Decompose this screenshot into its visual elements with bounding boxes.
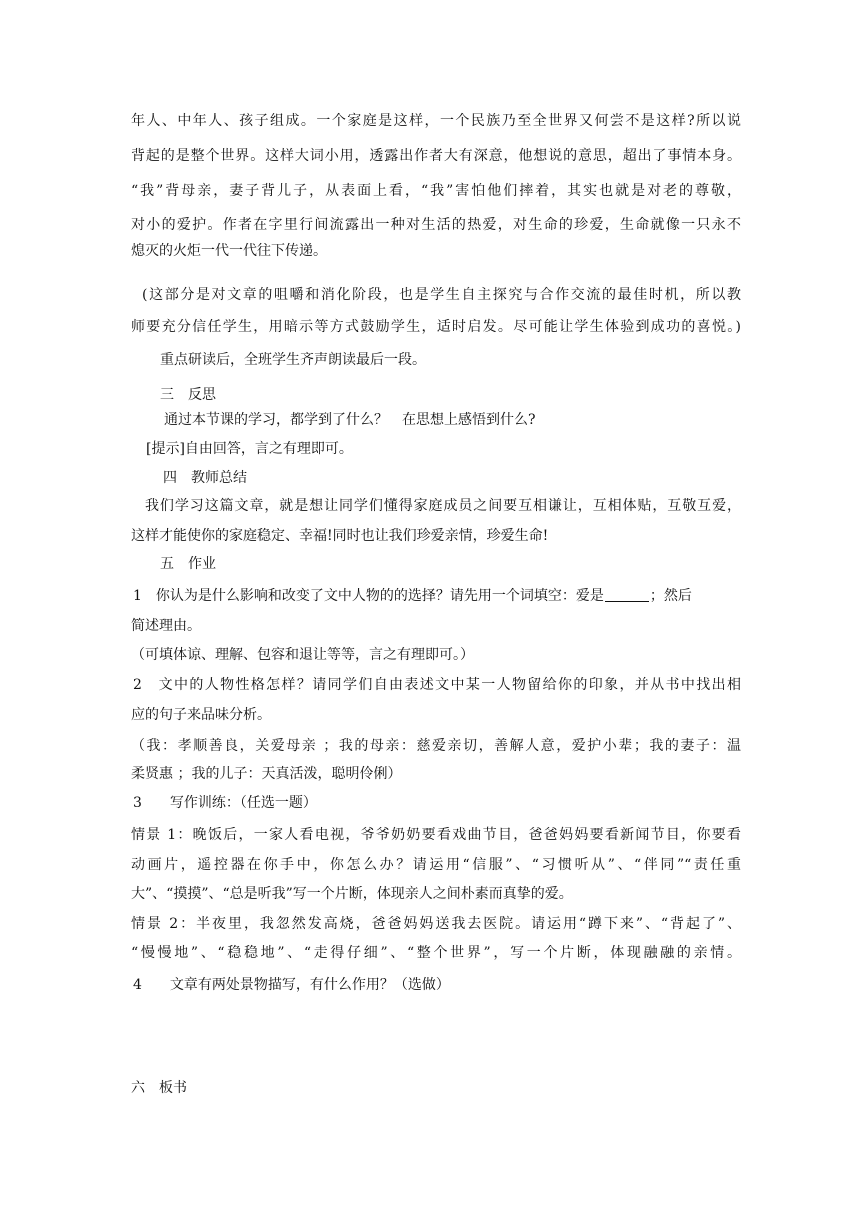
homework-q3: 3 写作训练：（任选一题） — [133, 795, 317, 811]
paragraph-line: 熄灭的火炬一代一代往下传递。 — [131, 243, 327, 259]
q1-text: 1 你认为是什么影响和改变了文中人物的的选择？请先用一个词填空：爱是 — [133, 588, 604, 604]
paragraph-line: 年人、中年人、孩子组成。一个家庭是这样，一个民族乃至全世界又何尝不是这样?所以说 — [131, 113, 741, 129]
homework-q2-answer: 柔贤惠 ；我的儿子：天真活泼，聪明伶俐） — [131, 766, 402, 782]
section-heading-reflection: 三 反思 — [160, 387, 216, 403]
summary-line: 我们学习这篇文章，就是想让同学们懂得家庭成员之间要互相谦让，互相体贴，互敬互爱， — [145, 498, 741, 514]
summary-line: 这样才能使你的家庭稳定、幸福!同时也让我们珍爱亲情，珍爱生命! — [131, 528, 549, 544]
scene1-line: 情景 1：晚饭后，一家人看电视，爷爷奶奶要看戏曲节目，爸爸妈妈要看新闻节目，你要看 — [131, 827, 741, 843]
homework-q1-line2: 简述理由。 — [131, 618, 201, 634]
homework-q2: 2 文中的人物性格怎样？请同学们自由表述文中某一人物留给你的印象，并从书中找出相 — [133, 677, 741, 693]
scene2-line: “慢慢地”、“稳稳地”、“走得仔细”、“整个世界”，写一个片断，体现融融的亲情。 — [131, 945, 741, 961]
homework-q2: 应的句子来品味分析。 — [131, 707, 271, 723]
reflection-hint: [提示]自由回答，言之有理即可。 — [146, 441, 353, 457]
paragraph-line: 重点研读后，全班学生齐声朗读最后一段。 — [160, 352, 426, 368]
scene1-line: 动画片，遥控器在你手中，你怎么办？请运用“信服”、“习惯听从”、“伴同”“责任重 — [131, 857, 741, 873]
homework-q4: 4 文章有两处景物描写，有什么作用？（选做） — [133, 977, 450, 993]
fill-blank — [605, 587, 649, 602]
homework-q1 — [133, 587, 743, 605]
reflection-question: 通过本节课的学习，都学到了什么？ 在思想上感悟到什么? — [164, 412, 536, 428]
paragraph-line: 对小的爱护。作者在字里行间流露出一种对生活的热爱，对生命的珍爱，生命就像一只永不 — [131, 217, 741, 233]
q1-text-after: ；然后 — [649, 588, 692, 604]
note-line: 师要充分信任学生，用暗示等方式鼓励学生，适时启发。尽可能让学生体验到成功的喜悦。) — [131, 319, 741, 335]
section-heading-board: 六 板书 — [131, 1080, 187, 1096]
paragraph-line: “我”背母亲，妻子背儿子，从表面上看，“我”害怕他们摔着，其实也就是对老的尊敬， — [131, 183, 741, 199]
scene1-line: 大”、“摸摸”、“总是听我”写一个片断，体现亲人之间朴素而真挚的爱。 — [131, 886, 573, 902]
section-heading-homework: 五 作业 — [160, 556, 216, 572]
scene2-line: 情景 2：半夜里，我忽然发高烧，爸爸妈妈送我去医院。请运用“蹲下来”、“背起了”、 — [131, 916, 741, 932]
paragraph-line: 背起的是整个世界。这样大词小用，透露出作者大有深意，他想说的意思，超出了事情本身。 — [131, 148, 741, 164]
homework-q1-answer: （可填体谅、理解、包容和退让等等，言之有理即可。） — [131, 647, 474, 663]
homework-q2-answer: （我：孝顺善良，关爱母亲 ；我的母亲：慈爱亲切，善解人意，爱护小辈；我的妻子：温 — [131, 738, 741, 754]
section-heading-summary: 四 教师总结 — [163, 470, 247, 486]
note-line: (这部分是对文章的咀嚼和消化阶段，也是学生自主探究与合作交流的最佳时机，所以教 — [142, 287, 741, 303]
